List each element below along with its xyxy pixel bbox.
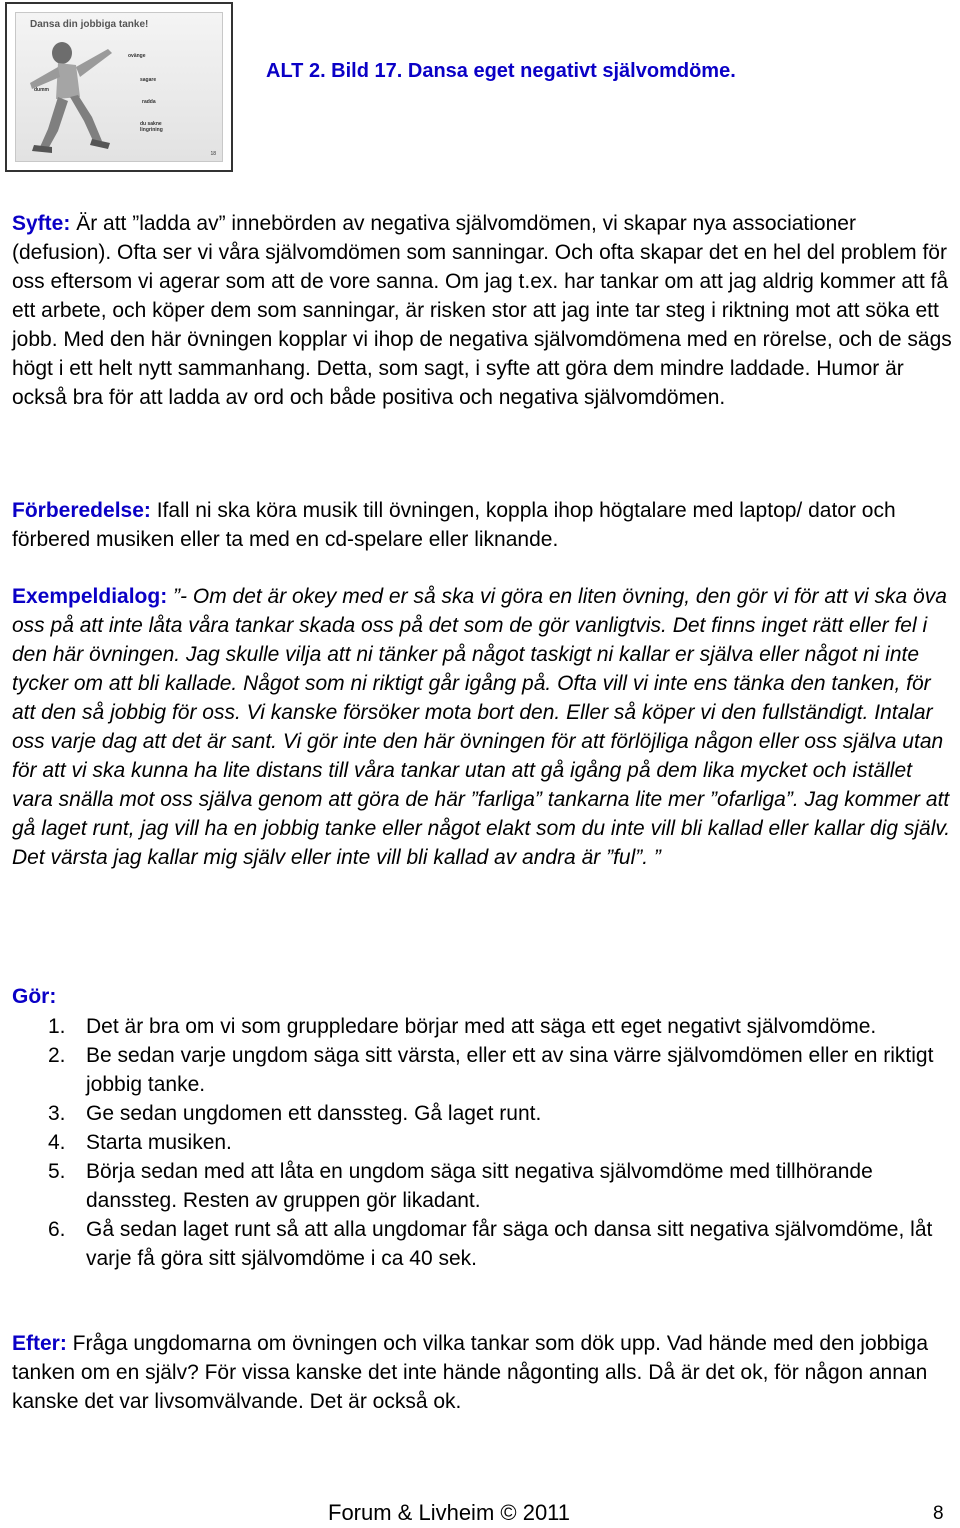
slide-image xyxy=(15,12,223,162)
step-number: 4. xyxy=(48,1131,66,1154)
efter-paragraph xyxy=(12,1329,952,1416)
list-item xyxy=(48,1157,948,1215)
step-text: Starta musiken. xyxy=(86,1131,232,1154)
step-number: 5. xyxy=(48,1160,66,1183)
efter-label: Efter: xyxy=(12,1332,67,1355)
step-text: Det är bra om vi som gruppledare börjar med att säga ett eget negativt självomdöme. xyxy=(86,1015,877,1038)
slide-number: 18 xyxy=(210,151,216,157)
list-item xyxy=(48,1215,948,1273)
footer-copyright: Forum & Livheim © 2011 xyxy=(328,1500,571,1525)
slide-word-5: du sakne lingrining xyxy=(140,121,163,133)
step-text: Gå sedan laget runt så att alla ungdomar får säga och dansa sitt negativa självomdöme, låt varje få göra sitt självomdöme i ca 40 sek. xyxy=(86,1218,933,1270)
slide-word-1: ovänge xyxy=(128,53,146,59)
list-item xyxy=(48,1012,948,1041)
step-number: 2. xyxy=(48,1044,66,1067)
exempeldialog-text: ”- Om det är okey med er så ska vi göra en liten övning, den gör vi för att vi ska öva oss på att inte låta våra tankar skada oss på det som de gör vanligtvis. Det finns inget rätt eller fel i den här övningen. Jag skulle vilja att ni tänker på något taskigt ni kallar er själva eller något ni inte tycker om att bli kallade. Något som ni riktigt går igång på. Ofta vill vi inte ens tänka den tanken, för att den så jobbig för oss. Vi kanske försöker mota bort den. Eller så köper vi den fullständigt. Intalar oss varje dag att det är sant. Vi gör inte den här övningen för att förlöjliga någon eller oss själva utan för att vi ska kunna ha lite distans till våra tankar utan att gå igång på dem lika mycket och istället vara snälla mot oss själva genom att göra de här ”farliga” tankarna lite mer ”ofarliga”. Jag kommer att gå laget runt, jag vill ha en jobbig tanke eller något elakt som du inte vill bli kallad eller kallar dig själv. Det värsta jag kallar mig själv eller inte vill bli kallad av andra är ”ful”. ” xyxy=(12,585,951,869)
syfte-label: Syfte: xyxy=(12,212,71,235)
step-number: 3. xyxy=(48,1102,66,1125)
exempeldialog-label: Exempeldialog: xyxy=(12,585,168,608)
list-item xyxy=(48,1041,948,1099)
efter-text: Fråga ungdomarna om övningen och vilka tankar som dök upp. Vad hände med den jobbiga tanken om en själv? För vissa kanske det inte hände någonting alls. Då är det ok, för någon annan kanske det var livsomvälvande. Det är också ok. xyxy=(12,1332,929,1413)
page-number: 8 xyxy=(933,1503,944,1524)
exempeldialog-paragraph xyxy=(12,582,952,872)
steps-list xyxy=(48,1012,948,1273)
step-text: Ge sedan ungdomen ett danssteg. Gå laget runt. xyxy=(86,1102,542,1125)
gor-heading: Gör: xyxy=(12,985,57,1008)
list-item xyxy=(48,1128,948,1157)
page-title: ALT 2. Bild 17. Dansa eget negativt självomdöme. xyxy=(266,60,736,82)
step-text: Be sedan varje ungdom säga sitt värsta, eller ett av sina värre självomdömen eller en riktigt jobbig tanke. xyxy=(86,1044,934,1096)
forberedelse-label: Förberedelse: xyxy=(12,499,151,522)
slide-thumbnail xyxy=(5,2,233,172)
slide-title: Dansa din jobbiga tanke! xyxy=(30,19,149,30)
slide-word-2: sagare xyxy=(140,77,157,83)
step-number: 1. xyxy=(48,1015,66,1038)
step-text: Börja sedan med att låta en ungdom säga sitt negativa självomdöme med tillhörande danssteg. Resten av gruppen gör likadant. xyxy=(86,1160,873,1212)
list-item xyxy=(48,1099,948,1128)
dancer-figure xyxy=(18,25,128,161)
forberedelse-text: Ifall ni ska köra musik till övningen, koppla ihop högtalare med laptop/ dator och förbered musiken eller ta med en cd-spelare eller liknande. xyxy=(12,499,896,551)
step-number: 6. xyxy=(48,1218,66,1241)
slide-word-3: dumm xyxy=(34,87,49,93)
syfte-paragraph xyxy=(12,209,952,412)
forberedelse-paragraph xyxy=(12,496,952,554)
slide-word-4: radda xyxy=(142,99,156,105)
syfte-text: Är att ”ladda av” innebörden av negativa självomdömen, vi skapar nya associationer (defusion). Ofta ser vi våra självomdömen som sanningar. Och ofta skapar det en hel del problem för oss eftersom vi agerar som att de vore sanna. Om jag t.ex. har tankar om att jag aldrig kommer att få ett arbete, och köper dem som sanningar, är risken stor att jag inte tar steg i riktning mot att söka ett jobb. Med den här övningen kopplar vi ihop de negativa självomdömena med en rörelse, och de sägs högt i ett helt nytt sammanhang. Detta, som sagt, i syfte att göra dem mindre laddade. Humor är också bra för att ladda av ord och både positiva och negativa självomdömen. xyxy=(12,212,952,409)
